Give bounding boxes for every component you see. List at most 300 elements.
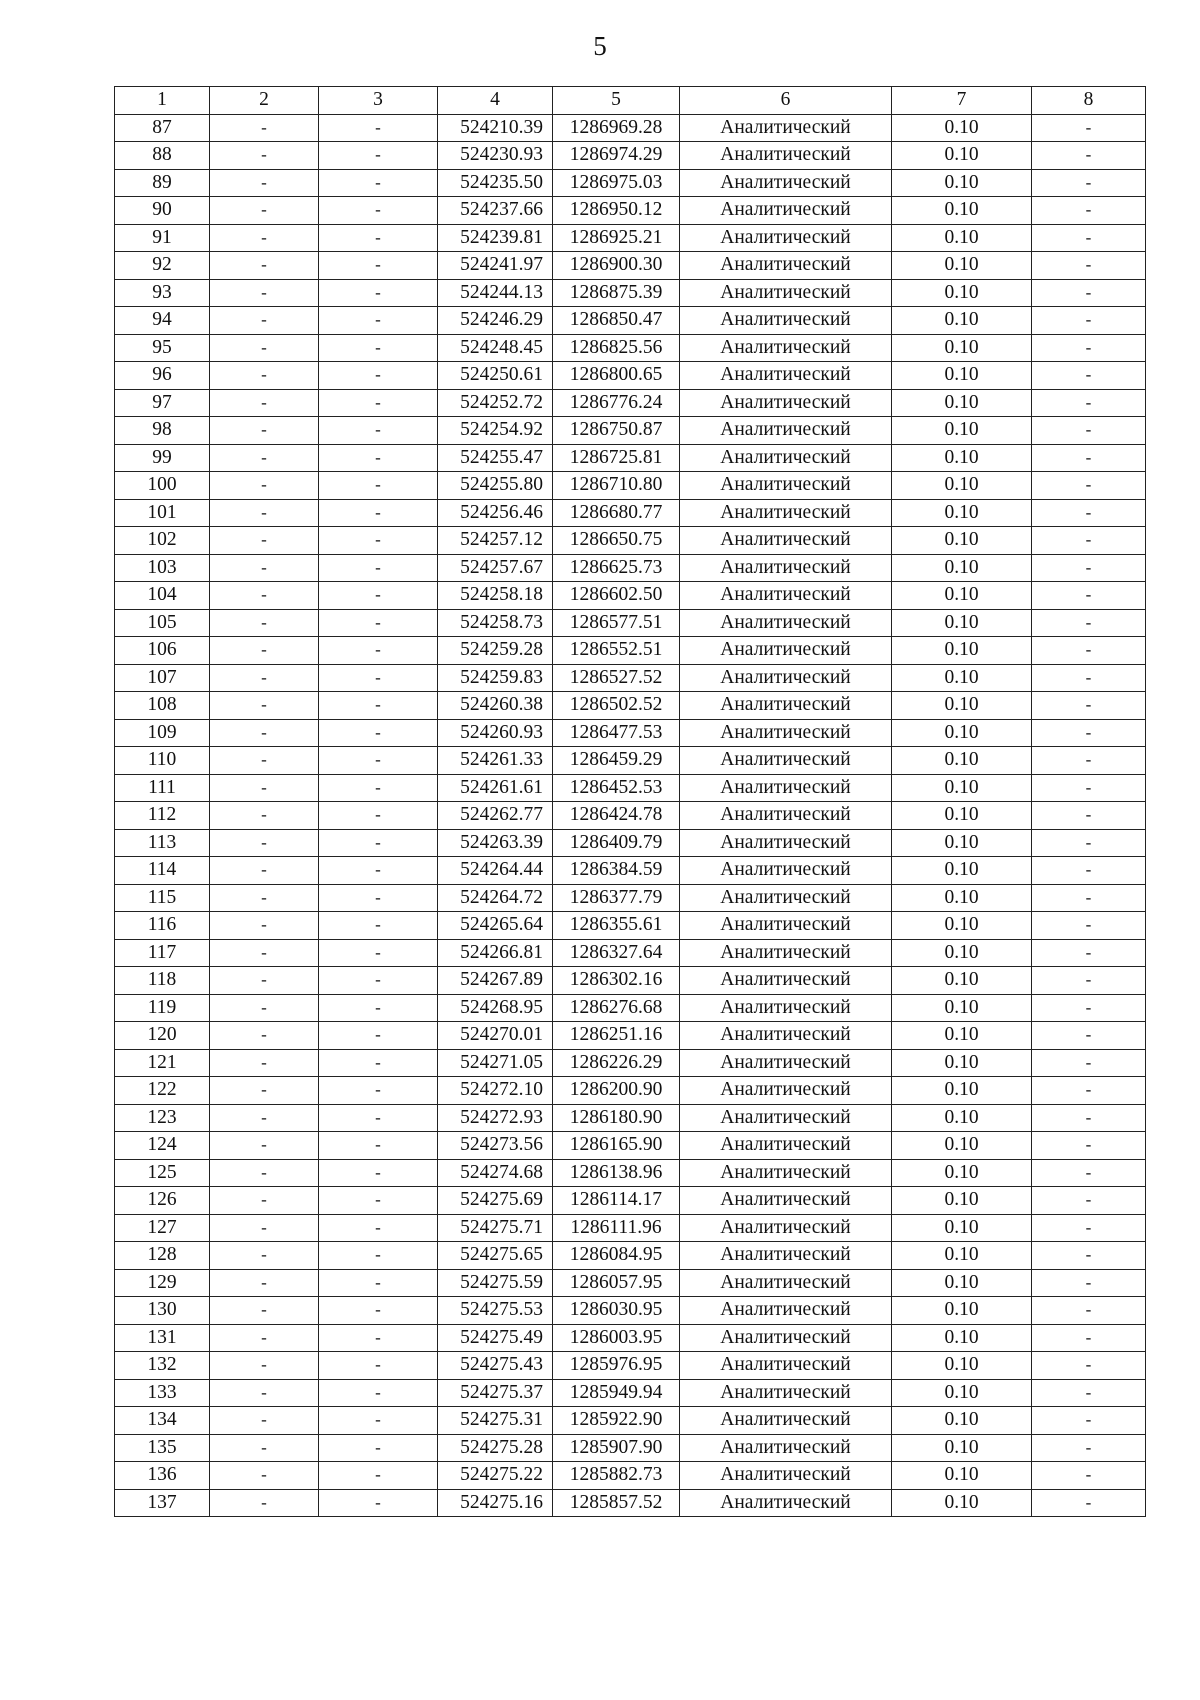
accuracy-cell: 0.10 <box>892 829 1032 857</box>
accuracy-cell: 0.10 <box>892 637 1032 665</box>
col8-cell: - <box>1032 774 1146 802</box>
col2-cell: - <box>210 692 319 720</box>
coord-x-cell: 524274.68 <box>438 1159 553 1187</box>
coord-y-cell: 1286776.24 <box>553 389 680 417</box>
method-cell: Аналитический <box>680 1297 892 1325</box>
method-cell: Аналитический <box>680 224 892 252</box>
method-cell: Аналитический <box>680 499 892 527</box>
method-cell: Аналитический <box>680 1242 892 1270</box>
accuracy-cell: 0.10 <box>892 527 1032 555</box>
accuracy-cell: 0.10 <box>892 554 1032 582</box>
coord-y-cell: 1286355.61 <box>553 912 680 940</box>
col2-cell: - <box>210 1104 319 1132</box>
coord-x-cell: 524273.56 <box>438 1132 553 1160</box>
table-row <box>115 967 1146 995</box>
accuracy-cell: 0.10 <box>892 1324 1032 1352</box>
coord-y-cell: 1286975.03 <box>553 169 680 197</box>
point-number-cell: 120 <box>115 1022 210 1050</box>
coord-y-cell: 1286825.56 <box>553 334 680 362</box>
table-row <box>115 334 1146 362</box>
coord-y-cell: 1286502.52 <box>553 692 680 720</box>
col8-cell: - <box>1032 472 1146 500</box>
col8-cell: - <box>1032 637 1146 665</box>
point-number-cell: 98 <box>115 417 210 445</box>
point-number-cell: 126 <box>115 1187 210 1215</box>
coord-x-cell: 524237.66 <box>438 197 553 225</box>
col2-cell: - <box>210 774 319 802</box>
coord-y-cell: 1286111.96 <box>553 1214 680 1242</box>
table-row <box>115 362 1146 390</box>
coord-x-cell: 524246.29 <box>438 307 553 335</box>
coord-x-cell: 524259.28 <box>438 637 553 665</box>
col3-cell: - <box>319 114 438 142</box>
coord-y-cell: 1286527.52 <box>553 664 680 692</box>
table-row <box>115 1269 1146 1297</box>
coord-x-cell: 524267.89 <box>438 967 553 995</box>
coord-x-cell: 524254.92 <box>438 417 553 445</box>
coord-x-cell: 524275.16 <box>438 1489 553 1517</box>
coord-x-cell: 524275.28 <box>438 1434 553 1462</box>
point-number-cell: 136 <box>115 1462 210 1490</box>
col3-cell: - <box>319 609 438 637</box>
method-cell: Аналитический <box>680 527 892 555</box>
point-number-cell: 101 <box>115 499 210 527</box>
coord-y-cell: 1286459.29 <box>553 747 680 775</box>
col3-cell: - <box>319 967 438 995</box>
col8-cell: - <box>1032 1297 1146 1325</box>
col8-cell: - <box>1032 279 1146 307</box>
col3-cell: - <box>319 307 438 335</box>
accuracy-cell: 0.10 <box>892 1489 1032 1517</box>
coord-x-cell: 524244.13 <box>438 279 553 307</box>
method-cell: Аналитический <box>680 1022 892 1050</box>
col2-cell: - <box>210 527 319 555</box>
coord-y-cell: 1286680.77 <box>553 499 680 527</box>
point-number-cell: 106 <box>115 637 210 665</box>
col8-cell: - <box>1032 719 1146 747</box>
point-number-cell: 133 <box>115 1379 210 1407</box>
coord-x-cell: 524255.80 <box>438 472 553 500</box>
coord-x-cell: 524266.81 <box>438 939 553 967</box>
col8-cell: - <box>1032 1049 1146 1077</box>
col3-cell: - <box>319 142 438 170</box>
method-cell: Аналитический <box>680 609 892 637</box>
coord-y-cell: 1286725.81 <box>553 444 680 472</box>
column-header-3: 3 <box>319 87 438 115</box>
point-number-cell: 132 <box>115 1352 210 1380</box>
col3-cell: - <box>319 1407 438 1435</box>
col2-cell: - <box>210 939 319 967</box>
table-row <box>115 1324 1146 1352</box>
method-cell: Аналитический <box>680 334 892 362</box>
coord-x-cell: 524250.61 <box>438 362 553 390</box>
method-cell: Аналитический <box>680 582 892 610</box>
col2-cell: - <box>210 1434 319 1462</box>
table-row <box>115 169 1146 197</box>
point-number-cell: 103 <box>115 554 210 582</box>
method-cell: Аналитический <box>680 417 892 445</box>
coord-y-cell: 1286377.79 <box>553 884 680 912</box>
point-number-cell: 108 <box>115 692 210 720</box>
accuracy-cell: 0.10 <box>892 1269 1032 1297</box>
method-cell: Аналитический <box>680 1434 892 1462</box>
col2-cell: - <box>210 197 319 225</box>
point-number-cell: 131 <box>115 1324 210 1352</box>
method-cell: Аналитический <box>680 802 892 830</box>
col2-cell: - <box>210 1187 319 1215</box>
coord-x-cell: 524275.31 <box>438 1407 553 1435</box>
coord-x-cell: 524257.12 <box>438 527 553 555</box>
accuracy-cell: 0.10 <box>892 774 1032 802</box>
coord-y-cell: 1286602.50 <box>553 582 680 610</box>
coord-y-cell: 1286710.80 <box>553 472 680 500</box>
accuracy-cell: 0.10 <box>892 1297 1032 1325</box>
col2-cell: - <box>210 362 319 390</box>
accuracy-cell: 0.10 <box>892 279 1032 307</box>
table-row <box>115 472 1146 500</box>
col8-cell: - <box>1032 444 1146 472</box>
col8-cell: - <box>1032 1022 1146 1050</box>
point-number-cell: 123 <box>115 1104 210 1132</box>
method-cell: Аналитический <box>680 1352 892 1380</box>
coord-x-cell: 524271.05 <box>438 1049 553 1077</box>
col3-cell: - <box>319 637 438 665</box>
coord-x-cell: 524258.73 <box>438 609 553 637</box>
coord-x-cell: 524248.45 <box>438 334 553 362</box>
accuracy-cell: 0.10 <box>892 1407 1032 1435</box>
method-cell: Аналитический <box>680 994 892 1022</box>
coord-x-cell: 524272.10 <box>438 1077 553 1105</box>
method-cell: Аналитический <box>680 939 892 967</box>
accuracy-cell: 0.10 <box>892 692 1032 720</box>
coord-x-cell: 524235.50 <box>438 169 553 197</box>
col2-cell: - <box>210 884 319 912</box>
column-header-1: 1 <box>115 87 210 115</box>
col8-cell: - <box>1032 252 1146 280</box>
col8-cell: - <box>1032 499 1146 527</box>
point-number-cell: 127 <box>115 1214 210 1242</box>
point-number-cell: 99 <box>115 444 210 472</box>
point-number-cell: 122 <box>115 1077 210 1105</box>
accuracy-cell: 0.10 <box>892 1077 1032 1105</box>
coord-y-cell: 1286900.30 <box>553 252 680 280</box>
table-row <box>115 1242 1146 1270</box>
coord-y-cell: 1285857.52 <box>553 1489 680 1517</box>
method-cell: Аналитический <box>680 114 892 142</box>
accuracy-cell: 0.10 <box>892 884 1032 912</box>
col2-cell: - <box>210 417 319 445</box>
coord-y-cell: 1286084.95 <box>553 1242 680 1270</box>
coord-x-cell: 524252.72 <box>438 389 553 417</box>
point-number-cell: 134 <box>115 1407 210 1435</box>
coord-x-cell: 524264.44 <box>438 857 553 885</box>
col8-cell: - <box>1032 664 1146 692</box>
table-row <box>115 389 1146 417</box>
col2-cell: - <box>210 1242 319 1270</box>
point-number-cell: 110 <box>115 747 210 775</box>
col8-cell: - <box>1032 1214 1146 1242</box>
table-row <box>115 857 1146 885</box>
col2-cell: - <box>210 389 319 417</box>
method-cell: Аналитический <box>680 829 892 857</box>
method-cell: Аналитический <box>680 362 892 390</box>
coord-y-cell: 1286409.79 <box>553 829 680 857</box>
col3-cell: - <box>319 1324 438 1352</box>
accuracy-cell: 0.10 <box>892 307 1032 335</box>
accuracy-cell: 0.10 <box>892 499 1032 527</box>
col3-cell: - <box>319 444 438 472</box>
col8-cell: - <box>1032 994 1146 1022</box>
table-row <box>115 1104 1146 1132</box>
method-cell: Аналитический <box>680 664 892 692</box>
col3-cell: - <box>319 1434 438 1462</box>
col8-cell: - <box>1032 1242 1146 1270</box>
coord-x-cell: 524255.47 <box>438 444 553 472</box>
method-cell: Аналитический <box>680 967 892 995</box>
col3-cell: - <box>319 994 438 1022</box>
point-number-cell: 94 <box>115 307 210 335</box>
accuracy-cell: 0.10 <box>892 1352 1032 1380</box>
accuracy-cell: 0.10 <box>892 1379 1032 1407</box>
accuracy-cell: 0.10 <box>892 1214 1032 1242</box>
col8-cell: - <box>1032 1379 1146 1407</box>
col2-cell: - <box>210 142 319 170</box>
coord-x-cell: 524260.38 <box>438 692 553 720</box>
accuracy-cell: 0.10 <box>892 1434 1032 1462</box>
col8-cell: - <box>1032 554 1146 582</box>
col3-cell: - <box>319 1077 438 1105</box>
point-number-cell: 117 <box>115 939 210 967</box>
method-cell: Аналитический <box>680 1159 892 1187</box>
coord-x-cell: 524258.18 <box>438 582 553 610</box>
point-number-cell: 119 <box>115 994 210 1022</box>
method-cell: Аналитический <box>680 197 892 225</box>
col2-cell: - <box>210 719 319 747</box>
method-cell: Аналитический <box>680 1379 892 1407</box>
col3-cell: - <box>319 1022 438 1050</box>
col8-cell: - <box>1032 1434 1146 1462</box>
point-number-cell: 105 <box>115 609 210 637</box>
method-cell: Аналитический <box>680 1132 892 1160</box>
col2-cell: - <box>210 1049 319 1077</box>
coordinates-table <box>114 86 1146 1517</box>
table-row <box>115 747 1146 775</box>
accuracy-cell: 0.10 <box>892 334 1032 362</box>
col3-cell: - <box>319 527 438 555</box>
col2-cell: - <box>210 912 319 940</box>
point-number-cell: 137 <box>115 1489 210 1517</box>
point-number-cell: 88 <box>115 142 210 170</box>
col2-cell: - <box>210 554 319 582</box>
coord-x-cell: 524265.64 <box>438 912 553 940</box>
coord-y-cell: 1286477.53 <box>553 719 680 747</box>
table-row <box>115 774 1146 802</box>
coord-x-cell: 524230.93 <box>438 142 553 170</box>
table-row <box>115 994 1146 1022</box>
coord-x-cell: 524275.37 <box>438 1379 553 1407</box>
method-cell: Аналитический <box>680 1187 892 1215</box>
point-number-cell: 112 <box>115 802 210 830</box>
coord-y-cell: 1286165.90 <box>553 1132 680 1160</box>
accuracy-cell: 0.10 <box>892 252 1032 280</box>
point-number-cell: 113 <box>115 829 210 857</box>
col3-cell: - <box>319 692 438 720</box>
table-row <box>115 609 1146 637</box>
accuracy-cell: 0.10 <box>892 994 1032 1022</box>
coord-x-cell: 524261.33 <box>438 747 553 775</box>
table-row <box>115 224 1146 252</box>
col3-cell: - <box>319 774 438 802</box>
coord-y-cell: 1286030.95 <box>553 1297 680 1325</box>
point-number-cell: 102 <box>115 527 210 555</box>
coord-y-cell: 1286950.12 <box>553 197 680 225</box>
col2-cell: - <box>210 444 319 472</box>
coord-x-cell: 524262.77 <box>438 802 553 830</box>
accuracy-cell: 0.10 <box>892 967 1032 995</box>
coord-x-cell: 524259.83 <box>438 664 553 692</box>
coord-y-cell: 1285882.73 <box>553 1462 680 1490</box>
table-row <box>115 829 1146 857</box>
col2-cell: - <box>210 1462 319 1490</box>
coord-x-cell: 524275.59 <box>438 1269 553 1297</box>
col8-cell: - <box>1032 582 1146 610</box>
column-header-6: 6 <box>680 87 892 115</box>
accuracy-cell: 0.10 <box>892 224 1032 252</box>
col2-cell: - <box>210 224 319 252</box>
col8-cell: - <box>1032 197 1146 225</box>
method-cell: Аналитический <box>680 472 892 500</box>
table-row <box>115 114 1146 142</box>
coord-y-cell: 1286180.90 <box>553 1104 680 1132</box>
col2-cell: - <box>210 279 319 307</box>
coord-y-cell: 1286138.96 <box>553 1159 680 1187</box>
col8-cell: - <box>1032 802 1146 830</box>
table-row <box>115 1352 1146 1380</box>
col3-cell: - <box>319 1187 438 1215</box>
col3-cell: - <box>319 802 438 830</box>
col3-cell: - <box>319 1489 438 1517</box>
col3-cell: - <box>319 417 438 445</box>
table-row <box>115 664 1146 692</box>
method-cell: Аналитический <box>680 554 892 582</box>
col3-cell: - <box>319 224 438 252</box>
col3-cell: - <box>319 1242 438 1270</box>
col3-cell: - <box>319 664 438 692</box>
col8-cell: - <box>1032 1187 1146 1215</box>
table-row <box>115 884 1146 912</box>
col3-cell: - <box>319 1462 438 1490</box>
accuracy-cell: 0.10 <box>892 747 1032 775</box>
method-cell: Аналитический <box>680 1489 892 1517</box>
col2-cell: - <box>210 1159 319 1187</box>
table-row <box>115 1187 1146 1215</box>
col8-cell: - <box>1032 1159 1146 1187</box>
col2-cell: - <box>210 1379 319 1407</box>
coord-y-cell: 1285949.94 <box>553 1379 680 1407</box>
table-row <box>115 1132 1146 1160</box>
col3-cell: - <box>319 747 438 775</box>
accuracy-cell: 0.10 <box>892 1022 1032 1050</box>
col8-cell: - <box>1032 967 1146 995</box>
point-number-cell: 87 <box>115 114 210 142</box>
col8-cell: - <box>1032 747 1146 775</box>
col2-cell: - <box>210 967 319 995</box>
table-row <box>115 1159 1146 1187</box>
col8-cell: - <box>1032 609 1146 637</box>
col2-cell: - <box>210 664 319 692</box>
point-number-cell: 96 <box>115 362 210 390</box>
method-cell: Аналитический <box>680 1462 892 1490</box>
table-row <box>115 1489 1146 1517</box>
point-number-cell: 124 <box>115 1132 210 1160</box>
accuracy-cell: 0.10 <box>892 114 1032 142</box>
col3-cell: - <box>319 1049 438 1077</box>
page-number: 5 <box>593 31 607 61</box>
method-cell: Аналитический <box>680 252 892 280</box>
col8-cell: - <box>1032 939 1146 967</box>
coord-x-cell: 524239.81 <box>438 224 553 252</box>
coord-x-cell: 524270.01 <box>438 1022 553 1050</box>
col3-cell: - <box>319 1159 438 1187</box>
accuracy-cell: 0.10 <box>892 444 1032 472</box>
col3-cell: - <box>319 472 438 500</box>
accuracy-cell: 0.10 <box>892 169 1032 197</box>
col3-cell: - <box>319 1352 438 1380</box>
method-cell: Аналитический <box>680 389 892 417</box>
table-row <box>115 444 1146 472</box>
coord-y-cell: 1286327.64 <box>553 939 680 967</box>
accuracy-cell: 0.10 <box>892 1049 1032 1077</box>
coord-y-cell: 1286974.29 <box>553 142 680 170</box>
method-cell: Аналитический <box>680 1077 892 1105</box>
coord-x-cell: 524261.61 <box>438 774 553 802</box>
accuracy-cell: 0.10 <box>892 609 1032 637</box>
table-row <box>115 939 1146 967</box>
col2-cell: - <box>210 472 319 500</box>
coord-y-cell: 1286251.16 <box>553 1022 680 1050</box>
col2-cell: - <box>210 334 319 362</box>
col2-cell: - <box>210 499 319 527</box>
point-number-cell: 111 <box>115 774 210 802</box>
col3-cell: - <box>319 939 438 967</box>
point-number-cell: 90 <box>115 197 210 225</box>
col2-cell: - <box>210 1352 319 1380</box>
coord-y-cell: 1286226.29 <box>553 1049 680 1077</box>
coord-y-cell: 1286452.53 <box>553 774 680 802</box>
coord-x-cell: 524275.49 <box>438 1324 553 1352</box>
table-row <box>115 197 1146 225</box>
col2-cell: - <box>210 114 319 142</box>
col3-cell: - <box>319 279 438 307</box>
accuracy-cell: 0.10 <box>892 939 1032 967</box>
coord-x-cell: 524210.39 <box>438 114 553 142</box>
coord-x-cell: 524275.53 <box>438 1297 553 1325</box>
coord-y-cell: 1286114.17 <box>553 1187 680 1215</box>
table-row <box>115 1462 1146 1490</box>
method-cell: Аналитический <box>680 747 892 775</box>
accuracy-cell: 0.10 <box>892 1187 1032 1215</box>
col2-cell: - <box>210 1077 319 1105</box>
table-row <box>115 1022 1146 1050</box>
point-number-cell: 107 <box>115 664 210 692</box>
method-cell: Аналитический <box>680 1214 892 1242</box>
method-cell: Аналитический <box>680 1269 892 1297</box>
col3-cell: - <box>319 582 438 610</box>
table-row <box>115 252 1146 280</box>
col2-cell: - <box>210 1407 319 1435</box>
accuracy-cell: 0.10 <box>892 1462 1032 1490</box>
accuracy-cell: 0.10 <box>892 912 1032 940</box>
